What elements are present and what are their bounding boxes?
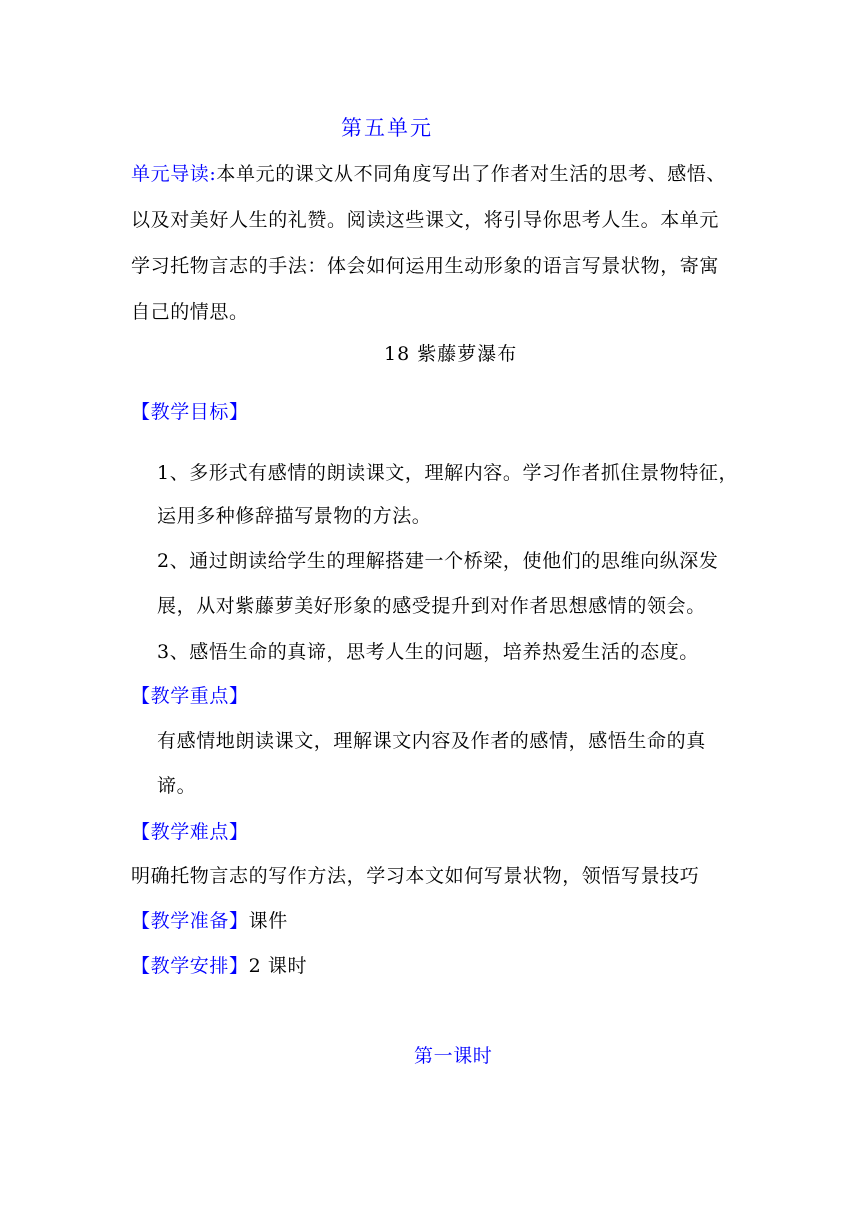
intro-line-4: 自己的情思。: [131, 301, 249, 323]
intro-line-1: [131, 162, 726, 186]
objective-2-line-1: 2、通过朗读给学生的理解搭建一个桥梁，使他们的思维向纵深发: [157, 550, 719, 572]
intro-line-3: 学习托物言志的手法：体会如何运用生动形象的语言写景状物，寄寓: [131, 255, 720, 277]
arrangement-text: 2 课时: [248, 955, 308, 977]
difficulties-heading: 【教学难点】: [131, 821, 249, 843]
key-points-line-2: 谛。: [157, 775, 197, 797]
objectives-heading: 【教学目标】: [131, 401, 249, 423]
intro-text-1: 本单元的课文从不同角度写出了作者对生活的思考、感悟、: [216, 163, 727, 185]
objective-1-line-2: 运用多种修辞描写景物的方法。: [157, 505, 432, 527]
objective-3: 3、感悟生命的真谛，思考人生的问题，培养热爱生活的态度。: [157, 641, 699, 663]
preparation-heading: 【教学准备】: [131, 910, 249, 932]
key-points-line-1: 有感情地朗读课文，理解课文内容及作者的感情，感悟生命的真: [157, 730, 706, 752]
difficulties-text: 明确托物言志的写作方法，学习本文如何写景状物，领悟写景技巧: [131, 865, 700, 887]
intro-label: 单元导读:: [131, 163, 217, 185]
objective-2-line-2: 展，从对紫藤萝美好形象的感受提升到对作者思想感情的领会。: [157, 595, 706, 617]
unit-title: 第五单元: [341, 116, 433, 140]
objective-1-line-1: 1、多形式有感情的朗读课文，理解内容。学习作者抓住景物特征，: [157, 462, 739, 484]
key-points-heading: 【教学重点】: [131, 685, 249, 707]
arrangement-line: [131, 954, 307, 978]
preparation-line: [131, 909, 288, 933]
lesson-title: 18 紫藤萝瀑布: [384, 343, 518, 365]
period-title: 第一课时: [414, 1045, 493, 1067]
preparation-text: 课件: [248, 910, 288, 932]
arrangement-heading: 【教学安排】: [131, 955, 249, 977]
intro-line-2: 以及对美好人生的礼赞。阅读这些课文，将引导你思考人生。本单元: [131, 209, 720, 231]
